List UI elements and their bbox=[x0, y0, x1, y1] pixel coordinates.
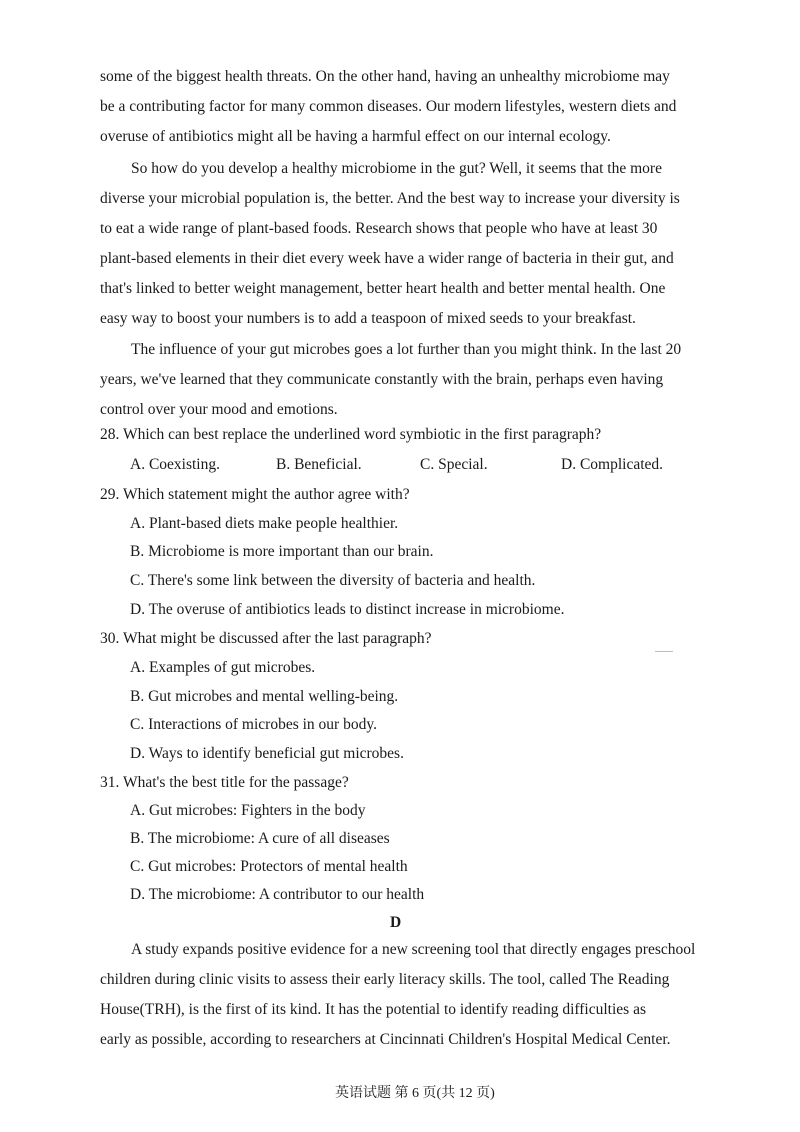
question-28-option-b: B. Beneficial. bbox=[276, 456, 362, 473]
text-line: be a contributing factor for many common diseases. Our modern lifestyles, western diets and bbox=[100, 98, 677, 115]
scan-mark bbox=[655, 651, 673, 652]
question-29-option-a: A. Plant-based diets make people healthier. bbox=[130, 515, 399, 532]
question-30-option-b: B. Gut microbes and mental welling-being. bbox=[130, 688, 399, 705]
text-line: overuse of antibiotics might all be having a harmful effect on our internal ecology. bbox=[100, 128, 611, 145]
question-31-option-a: A. Gut microbes: Fighters in the body bbox=[130, 802, 366, 819]
text-line: to eat a wide range of plant-based foods. Research shows that people who have at least 30 bbox=[100, 220, 658, 237]
question-29-stem: 29. Which statement might the author agree with? bbox=[100, 486, 410, 503]
passage-c-paragraph-1 bbox=[100, 62, 745, 152]
question-30-option-d: D. Ways to identify beneficial gut microbes. bbox=[130, 745, 404, 762]
text-line: House(TRH), is the first of its kind. It has the potential to identify reading difficulties as bbox=[100, 1001, 646, 1018]
text-line: A study expands positive evidence for a new screening tool that directly engages preschool bbox=[131, 941, 696, 958]
question-28-option-a: A. Coexisting. bbox=[130, 456, 220, 473]
text-line: So how do you develop a healthy microbiome in the gut? Well, it seems that the more bbox=[131, 160, 662, 177]
question-31-stem: 31. What's the best title for the passage? bbox=[100, 774, 349, 791]
text-line: that's linked to better weight management, better heart health and better mental health. One bbox=[100, 280, 666, 297]
question-30-option-c: C. Interactions of microbes in our body. bbox=[130, 716, 377, 733]
text-line: The influence of your gut microbes goes a lot further than you might think. In the last 20 bbox=[131, 341, 682, 358]
text-line: years, we've learned that they communicate constantly with the brain, perhaps even having bbox=[100, 371, 664, 388]
question-30-option-a: A. Examples of gut microbes. bbox=[130, 659, 316, 676]
section-heading-d: D bbox=[390, 914, 402, 931]
text-line: diverse your microbial population is, the better. And the best way to increase your diversity is bbox=[100, 190, 680, 207]
text-line: early as possible, according to researchers at Cincinnati Children's Hospital Medical Center. bbox=[100, 1031, 671, 1048]
passage-c-paragraph-3 bbox=[100, 335, 745, 425]
text-line: plant-based elements in their diet every week have a wider range of bacteria in their gut, and bbox=[100, 250, 674, 267]
question-31-option-b: B. The microbiome: A cure of all diseases bbox=[130, 830, 390, 847]
text-line: children during clinic visits to assess their early literacy skills. The tool, called The Reading bbox=[100, 971, 670, 988]
section-d-paragraph bbox=[100, 935, 745, 1055]
page-footer: 英语试题 第 6 页(共 12 页) bbox=[335, 1086, 495, 1101]
question-28-stem: 28. Which can best replace the underlined word symbiotic in the first paragraph? bbox=[100, 426, 602, 443]
question-29-option-b: B. Microbiome is more important than our brain. bbox=[130, 543, 434, 560]
question-29-option-c: C. There's some link between the diversity of bacteria and health. bbox=[130, 572, 536, 589]
question-28-option-d: D. Complicated. bbox=[561, 456, 664, 473]
text-line: control over your mood and emotions. bbox=[100, 401, 338, 418]
question-31-option-c: C. Gut microbes: Protectors of mental health bbox=[130, 858, 408, 875]
question-30-stem: 30. What might be discussed after the last paragraph? bbox=[100, 630, 432, 647]
passage-c-paragraph-2 bbox=[100, 154, 745, 334]
question-31-option-d: D. The microbiome: A contributor to our health bbox=[130, 886, 425, 903]
text-line: some of the biggest health threats. On the other hand, having an unhealthy microbiome may bbox=[100, 68, 670, 85]
text-line: easy way to boost your numbers is to add a teaspoon of mixed seeds to your breakfast. bbox=[100, 310, 636, 327]
question-29-option-d: D. The overuse of antibiotics leads to distinct increase in microbiome. bbox=[130, 601, 565, 618]
question-28-option-c: C. Special. bbox=[420, 456, 488, 473]
